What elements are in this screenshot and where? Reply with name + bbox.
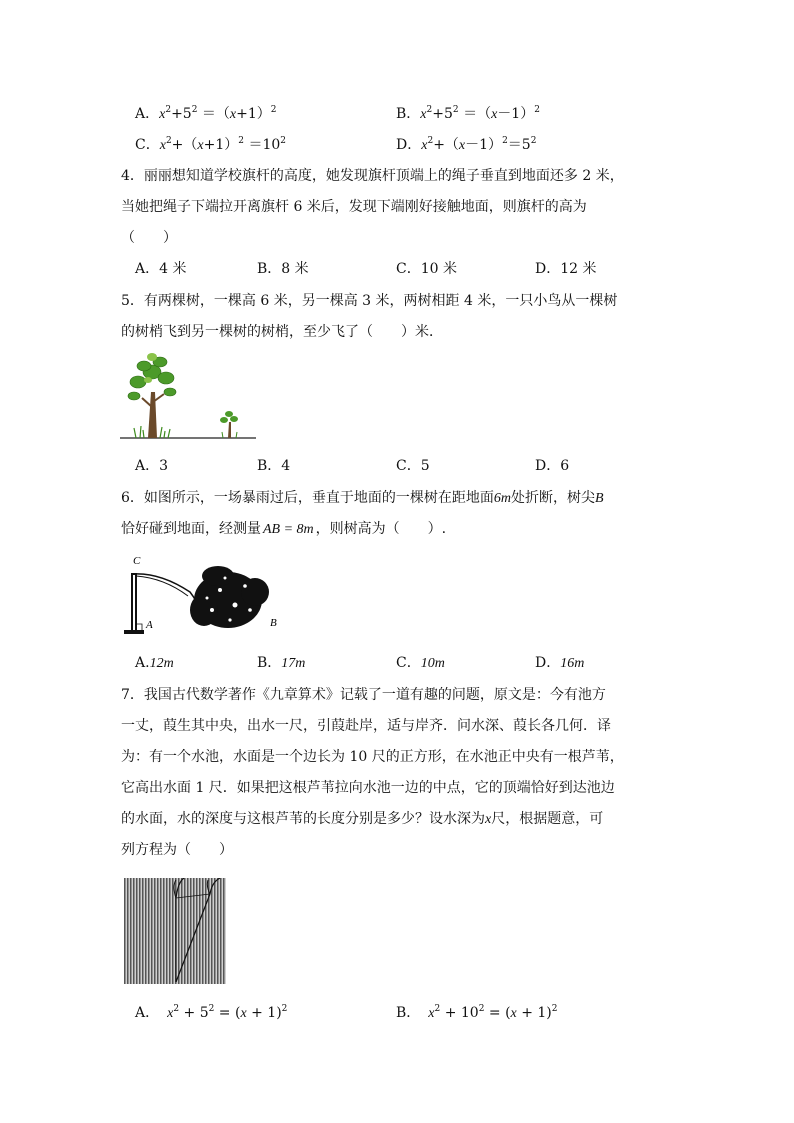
q7-stem-line5: 的水面，水的深度与这根芦苇的长度分别是多少？设水深为x尺，根据题意，可: [121, 811, 604, 827]
q5-option-b[interactable]: B．4: [257, 458, 291, 474]
q7-option-b-formula: $x^2 + 10^2 = (x + 1)^2$: [428, 1004, 558, 1021]
q3-option-b[interactable]: B．$x^2+5^2 =(x-1)^2$: [396, 105, 540, 122]
q4-option-d[interactable]: D．12 米: [535, 261, 597, 277]
q6-option-d[interactable]: D．16m: [535, 655, 585, 671]
q4-option-a[interactable]: A．4 米: [135, 261, 187, 277]
q3-option-b-formula: $x^2+5^2 =(x-1)^2$: [420, 105, 540, 122]
q5-option-d[interactable]: D．6: [535, 458, 570, 474]
q6-broken-tree-figure: [120, 550, 280, 640]
q3-option-a[interactable]: A．$x^2+5^2 =(x+1)^2$: [135, 105, 277, 122]
q7-stem-line3: 为：有一个水池，水面是一个边长为 10 尺的正方形，在水池正中央有一根芦苇，: [121, 749, 624, 765]
q5-stem-line2: 的树梢飞到另一棵树的树梢，至少飞了（ ）米．: [121, 324, 443, 340]
q6-option-c[interactable]: C．10m: [396, 655, 445, 671]
q6-point-a-label: A: [146, 619, 153, 631]
q6-option-a[interactable]: A.12m: [135, 655, 174, 671]
q7-option-b[interactable]: B． $x^2 + 10^2 = (x + 1)^2$: [396, 1004, 558, 1021]
q5-option-c[interactable]: C．5: [396, 458, 430, 474]
q7-reed-pond-figure: [124, 878, 226, 984]
q7-stem-line2: 一丈，葭生其中央，出水一尺，引葭赴岸，适与岸齐．问水深、葭长各几何．译: [121, 718, 611, 734]
q4-option-c[interactable]: C．10 米: [396, 261, 457, 277]
q7-option-a-formula: $x^2 + 5^2 = (x + 1)^2$: [167, 1004, 288, 1021]
q7-stem-line4: 它高出水面 1 尺．如果把这根芦苇拉向水池一边的中点，它的顶端恰好到达池边: [121, 780, 615, 796]
q6-point-b-label: B: [270, 617, 277, 629]
q3-option-d[interactable]: D．$x^2+(x-1)^2=5^2$: [396, 136, 537, 153]
q7-option-a[interactable]: A． $x^2 + 5^2 = (x + 1)^2$: [135, 1004, 288, 1021]
q4-option-b[interactable]: B．8 米: [257, 261, 309, 277]
q6-point-c-label: C: [133, 555, 141, 567]
q3-option-d-formula: $x^2+(x-1)^2=5^2$: [421, 136, 537, 153]
q6-stem-line2: 恰好碰到地面，经测量 AB = 8m ，则树高为（ ）.: [121, 521, 447, 537]
q7-stem-line6: 列方程为（ ）: [121, 842, 233, 858]
q5-option-a[interactable]: A．3: [135, 458, 169, 474]
q7-stem-line1: 7．我国古代数学著作《九章算术》记载了一道有趣的问题，原文是：今有池方: [121, 687, 606, 703]
q6-option-b[interactable]: B．17m: [257, 655, 306, 671]
q5-stem-line1: 5．有两棵树，一棵高 6 米，另一棵高 3 米，两树相距 4 米，一只小鸟从一棵树: [121, 293, 618, 309]
q3-option-a-formula: $x^2+5^2 =(x+1)^2$: [159, 105, 277, 122]
q3-option-c[interactable]: C．$x^2+(x+1)^2 =10^2$: [135, 136, 286, 153]
q4-stem-line2: 当她把绳子下端拉开离旗杆 6 米后，发现下端刚好接触地面，则旗杆的高为: [121, 199, 587, 215]
q5-trees-figure: [118, 352, 260, 444]
q4-answer-paren: （ ）: [121, 230, 177, 246]
q4-stem-line1: 4．丽丽想知道学校旗杆的高度，她发现旗杆顶端上的绳子垂直到地面还多 2 米，: [121, 168, 624, 184]
q3-option-c-formula: $x^2+(x+1)^2 =10^2$: [159, 136, 286, 153]
q6-stem-line1: 6．如图所示，一场暴雨过后，垂直于地面的一棵树在距地面6m处折断，树尖B: [121, 490, 604, 506]
